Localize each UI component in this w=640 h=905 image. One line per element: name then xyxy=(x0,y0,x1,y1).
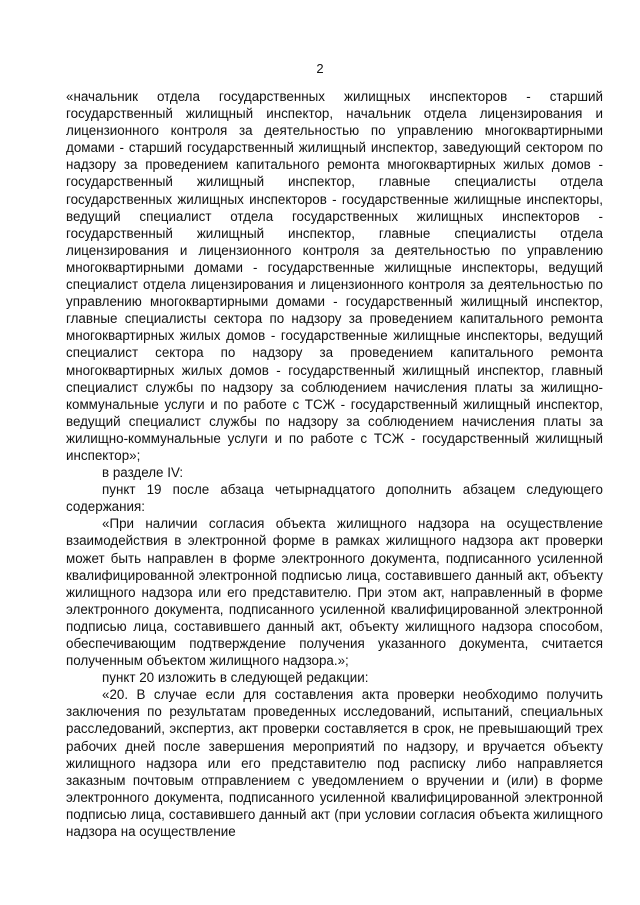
paragraph-item-20-text: «20. В случае если для составления акта проверки необходимо получить заключения по результатам проведенных исследований, испытаний, специальных расследований, экспертиз, акт проверки составляется в срок, не превышающий трех рабочих дней после завершения мероприятий по надзору, и вручается объекту жилищного надзора или его представителю под расписку либо направляется заказным почтовым отправлением с уведомлением о вручении и (или) в форме электронного документа, подписанного усиленной квалифицированной электронной подписью лица, составившего данный акт (при условии согласия объекта жилищного надзора на осуществление xyxy=(66,687,603,840)
paragraph-position-list: «начальник отдела государственных жилищных инспекторов - старший государственный жилищный инспектор, начальник отдела лицензирования и лицензионного контроля за деятельностью по управлению многоквартирными домами - старший государственный жилищный инспектор, заведующий сектором по надзору за проведением капитального ремонта многоквартирных жилых домов - государственный жилищный инспектор, главные специалисты отдела государственных жилищных инспекторов - государственные жилищные инспекторы, ведущий специалист отдела государственных жилищных инспекторов - государственный жилищный инспектор, главные специалисты отдела лицензирования и лицензионного контроля за деятельностью по управлению многоквартирными домами - государственные жилищные инспекторы, ведущий специалист отдела лицензирования и лицензионного контроля за деятельностью по управлению многоквартирными домами - государственный жилищный инспектор, главные специалисты сектора по надзору за проведением капитального ремонта многоквартирных жилых домов - государственные жилищные инспекторы, ведущий специалист сектора по надзору за проведением капитального ремонта многоквартирных жилых домов - государственный жилищный инспектор, главный специалист службы по надзору за соблюдением начисления платы за жилищно-коммунальные услуги и по работе с ТСЖ - государственный жилищный инспектор, ведущий специалист службы по надзору за соблюдением начисления платы за жилищно-коммунальные услуги и по работе с ТСЖ - государственный жилищный инспектор»; xyxy=(66,89,603,463)
document-body xyxy=(66,88,603,840)
paragraph-item-20-amendment: пункт 20 изложить в следующей редакции: xyxy=(102,670,369,686)
paragraph-item-19-amendment: пункт 19 после абзаца четырнадцатого дополнить абзацем следующего содержания: xyxy=(66,482,603,515)
paragraph-electronic-act-text: «При наличии согласия объекта жилищного надзора на осуществление взаимодействия в электронной форме в рамках жилищного надзора акт проверки может быть направлен в форме электронного документа, подписанного усиленной квалифицированной электронной подписью лица, составившего данный акт, объекту жилищного надзора или его представителю. При этом акт, направленный в форме электронного документа, подписанного усиленной квалифицированной электронной подписью лица, составившего данный акт, объекту жилищного надзора способом, обеспечивающим подтверждение получения указанного документа, считается полученным объектом жилищного надзора.»; xyxy=(66,516,603,669)
page-number: 2 xyxy=(316,61,324,76)
paragraph-section-iv: в разделе IV: xyxy=(102,465,184,481)
